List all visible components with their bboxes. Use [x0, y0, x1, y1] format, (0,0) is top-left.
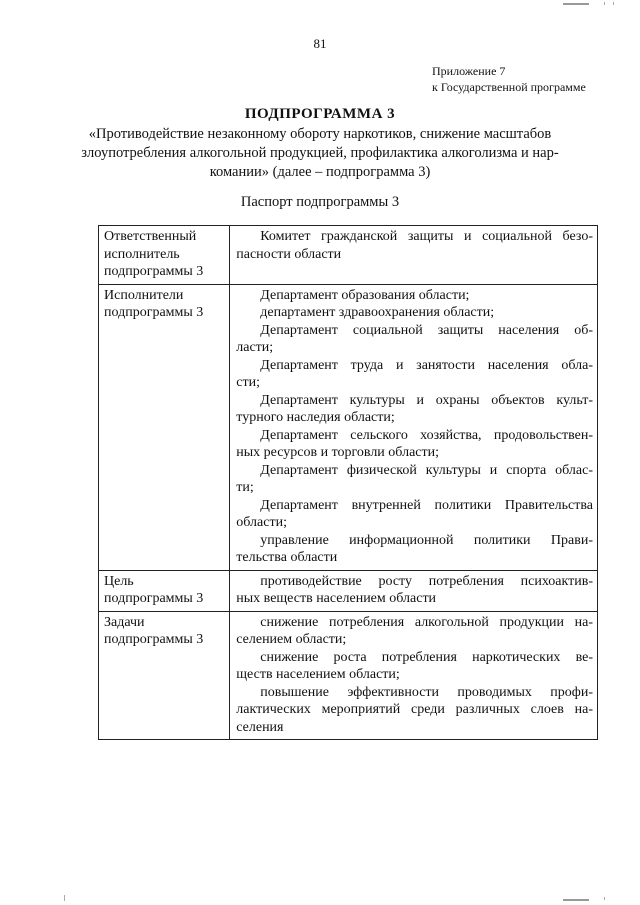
appendix-line-2: к Государственной программе: [432, 80, 586, 94]
row-value-line: ти;: [236, 480, 254, 495]
scan-mark-bottom-right: [563, 899, 589, 901]
row-label-line: Задачи: [104, 614, 145, 630]
passport-table: [98, 225, 598, 740]
row-value-line: Департамент социальной защиты населения об-: [260, 322, 593, 338]
row-value-line: пасности области: [236, 246, 342, 262]
row-label-line: подпрограммы 3: [104, 591, 204, 606]
row-value-line: лактических мероприятий среди различных слоев на-: [236, 702, 593, 717]
row-value-cell: [230, 226, 598, 285]
row-value-line: сти;: [236, 375, 260, 390]
row-label-line: подпрограммы 3: [104, 264, 204, 279]
row-value-line: управление информационной политики Прави-: [260, 532, 593, 548]
appendix-line-1: Приложение 7: [432, 64, 506, 78]
subprogram-heading: ПОДПРОГРАММА 3: [244, 106, 396, 122]
row-value-line: ных веществ населением области: [236, 591, 437, 606]
row-value-line: Департамент сельского хозяйства, продовольствен-: [260, 427, 593, 443]
row-label-line: Ответственный: [104, 229, 197, 244]
scan-dot-top-right: [604, 2, 605, 5]
row-value-line: тельства области: [236, 550, 338, 565]
row-value-line: Департамент внутренней политики Правительства: [260, 497, 593, 513]
page-number: 81: [313, 36, 327, 51]
row-value-line: ных ресурсов и торговли области;: [236, 445, 439, 460]
subprogram-subtitle: [0, 125, 640, 182]
subtitle-line-1: «Противодействие незаконному обороту наркотиков, снижение масштабов: [88, 126, 552, 142]
row-value-cell: [230, 284, 598, 570]
passport-table-body: [99, 226, 598, 740]
appendix-note: [432, 63, 586, 95]
row-label-cell: [99, 570, 230, 611]
row-label-cell: [99, 284, 230, 570]
row-value-line: Департамент труда и занятости населения обла-: [260, 357, 593, 373]
row-label-cell: [99, 611, 230, 740]
row-label-line: Цель: [104, 573, 134, 589]
scan-mark-top-right: [563, 3, 589, 5]
table-row: [99, 226, 598, 285]
row-value-line: Комитет гражданской защиты и социальной безо-: [260, 229, 593, 244]
row-value-line: повышение эффективности проводимых профи-: [260, 684, 593, 700]
row-label-line: Исполнители: [104, 287, 184, 303]
table-row: [99, 284, 598, 570]
row-value-line: снижение потребления алкогольной продукции на-: [260, 614, 593, 630]
row-value-cell: [230, 611, 598, 740]
table-row: [99, 611, 598, 740]
row-value-line: селения: [236, 719, 284, 735]
subtitle-line-2: злоупотребления алкогольной продукцией, профилактика алкоголизма и нар-: [81, 145, 559, 161]
row-value-line: области;: [236, 515, 287, 530]
row-label-line: исполнитель: [104, 246, 180, 262]
scan-dot-bottom-right: [604, 897, 605, 900]
row-label-cell: [99, 226, 230, 285]
row-label-line: подпрограммы 3: [104, 305, 204, 320]
row-value-line: департамент здравоохранения области;: [260, 305, 495, 320]
row-value-line: противодействие росту потребления психоактив-: [260, 573, 593, 589]
scan-dot-top-right-2: [613, 2, 614, 5]
row-value-line: турного наследия области;: [236, 410, 395, 425]
subtitle-line-3: комании» (далее – подпрограмма 3): [209, 164, 431, 180]
row-value-cell: [230, 570, 598, 611]
row-value-line: Департамент культуры и охраны объектов культ-: [260, 392, 593, 408]
row-value-line: селением области;: [236, 632, 347, 647]
passport-title: Паспорт подпрограммы 3: [240, 194, 400, 210]
row-value-line: Департамент образования области;: [260, 287, 470, 303]
row-label-line: подпрограммы 3: [104, 632, 204, 647]
row-value-line: ласти;: [236, 340, 274, 355]
row-value-line: ществ населением области;: [236, 667, 400, 682]
table-row: [99, 570, 598, 611]
row-value-line: Департамент физической культуры и спорта облас-: [260, 462, 593, 478]
scan-dot-bottom-left: [64, 895, 65, 901]
row-value-line: снижение роста потребления наркотических ве-: [260, 649, 593, 665]
